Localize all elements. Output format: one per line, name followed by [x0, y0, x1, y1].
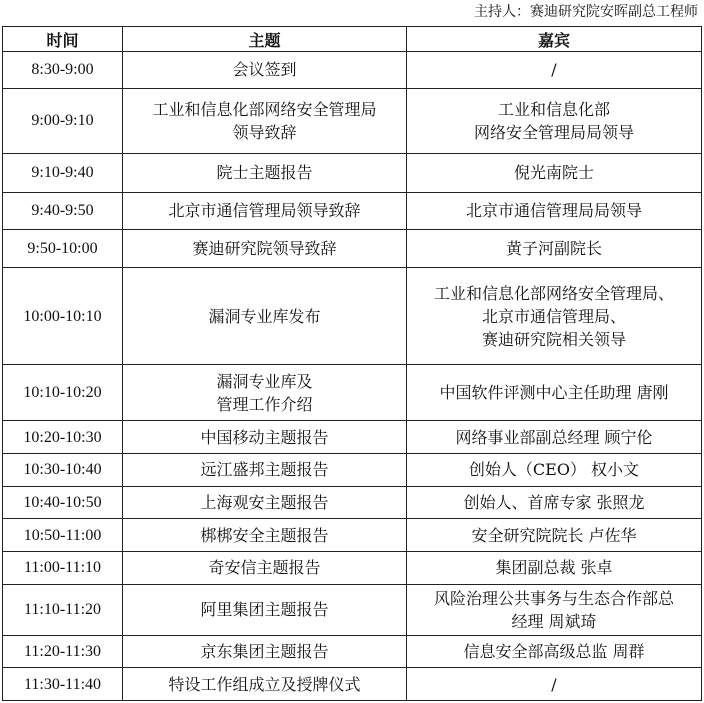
guest-cell: [407, 229, 702, 268]
guest-cell: [407, 519, 702, 552]
topic-line: 梆梆安全主题报告: [200, 525, 329, 545]
topic-line: 京东集团主题报告: [200, 641, 329, 661]
table-row: [3, 551, 702, 584]
table-row: [3, 584, 702, 635]
guest-cell: [407, 154, 702, 193]
guest-line: 黄子河副院长: [505, 238, 602, 258]
topic-line: 工业和信息化部网络安全管理局: [152, 99, 377, 119]
guest-line: 安全研究院院长 卢佐华: [471, 525, 637, 545]
time-cell: 11:10-11:20: [3, 584, 123, 635]
table-row: [3, 365, 702, 421]
topic-cell: [123, 486, 407, 519]
guest-cell: [407, 584, 702, 635]
guest-line: 网络安全管理局局领导: [473, 122, 634, 142]
guest-cell: [407, 268, 702, 365]
table-row: [3, 154, 702, 193]
table-row: [3, 192, 702, 229]
table-row: [3, 229, 702, 268]
table-row: [3, 268, 702, 365]
topic-line: 上海观安主题报告: [200, 492, 329, 512]
table-row: [3, 635, 702, 668]
topic-line: 阿里集团主题报告: [200, 600, 329, 620]
guest-line: 北京市通信管理局局领导: [465, 201, 642, 221]
guest-cell: [407, 88, 702, 153]
guest-line: 经理 周斌琦: [511, 611, 597, 631]
time-cell: 8:30-9:00: [3, 52, 123, 89]
time-cell: 10:00-10:10: [3, 268, 123, 365]
time-cell: 10:30-10:40: [3, 453, 123, 486]
table-row: [3, 486, 702, 519]
topic-line: 特设工作组成立及授牌仪式: [168, 674, 361, 694]
table-row: [3, 519, 702, 552]
guest-line: 中国软件评测中心主任助理 唐刚: [439, 383, 669, 403]
time-cell: 11:00-11:10: [3, 551, 123, 584]
guest-cell: [407, 551, 702, 584]
topic-line: 奇安信主题报告: [208, 558, 321, 578]
guest-line: 网络事业部副总经理 顾宁伦: [455, 427, 653, 447]
table-row: [3, 668, 702, 701]
topic-cell: [123, 268, 407, 365]
guest-cell: [407, 52, 702, 89]
topic-cell: [123, 229, 407, 268]
header-topic: 主题: [123, 27, 407, 52]
guest-line: 创始人（CEO） 权小文: [468, 460, 640, 480]
topic-cell: [123, 668, 407, 701]
table-row: [3, 52, 702, 89]
topic-cell: [123, 453, 407, 486]
guest-line: /: [551, 60, 557, 80]
guest-line: 集团副总裁 张卓: [495, 558, 613, 578]
host-line: 主持人：赛迪研究院安晖副总工程师: [474, 4, 698, 20]
topic-line: 会议签到: [232, 60, 297, 80]
topic-cell: [123, 88, 407, 153]
guest-line: 工业和信息化部网络安全管理局、: [433, 283, 674, 303]
agenda-table: [2, 26, 702, 701]
guest-cell: [407, 365, 702, 421]
table-row: [3, 453, 702, 486]
topic-cell: [123, 584, 407, 635]
topic-line: 领导致辞: [232, 122, 297, 142]
topic-line: 漏洞专业库发布: [208, 306, 321, 326]
topic-cell: [123, 421, 407, 454]
guest-cell: [407, 453, 702, 486]
topic-line: 北京市通信管理局领导致辞: [168, 201, 361, 221]
guest-line: 北京市通信管理局、: [481, 306, 626, 326]
time-cell: 9:10-9:40: [3, 154, 123, 193]
guest-cell: [407, 421, 702, 454]
time-cell: 10:10-10:20: [3, 365, 123, 421]
time-cell: 9:00-9:10: [3, 88, 123, 153]
guest-line: /: [551, 674, 557, 694]
topic-line: 漏洞专业库及: [216, 371, 313, 391]
time-cell: 10:20-10:30: [3, 421, 123, 454]
table-row: [3, 88, 702, 153]
topic-cell: [123, 519, 407, 552]
guest-cell: [407, 486, 702, 519]
time-cell: 11:20-11:30: [3, 635, 123, 668]
topic-cell: [123, 551, 407, 584]
header-row: [3, 27, 702, 52]
topic-cell: [123, 52, 407, 89]
topic-cell: [123, 365, 407, 421]
table-row: [3, 421, 702, 454]
agenda-body: [3, 52, 702, 701]
guest-cell: [407, 668, 702, 701]
topic-cell: [123, 154, 407, 193]
topic-cell: [123, 192, 407, 229]
guest-line: 信息安全部高级总监 周群: [463, 641, 645, 661]
guest-cell: [407, 192, 702, 229]
header-guest: 嘉宾: [407, 27, 702, 52]
guest-cell: [407, 635, 702, 668]
time-cell: 9:40-9:50: [3, 192, 123, 229]
topic-line: 院士主题报告: [216, 163, 313, 183]
topic-line: 赛迪研究院领导致辞: [192, 238, 337, 258]
time-cell: 9:50-10:00: [3, 229, 123, 268]
guest-line: 倪光南院士: [513, 163, 594, 183]
time-cell: 10:40-10:50: [3, 486, 123, 519]
topic-line: 管理工作介绍: [216, 394, 313, 414]
guest-line: 工业和信息化部: [497, 99, 610, 119]
time-cell: 10:50-11:00: [3, 519, 123, 552]
time-cell: 11:30-11:40: [3, 668, 123, 701]
topic-line: 远江盛邦主题报告: [200, 460, 329, 480]
topic-cell: [123, 635, 407, 668]
guest-line: 赛迪研究院相关领导: [481, 329, 626, 349]
guest-line: 风险治理公共事务与生态合作部总: [433, 588, 674, 608]
guest-line: 创始人、首席专家 张照龙: [463, 492, 645, 512]
topic-line: 中国移动主题报告: [200, 427, 329, 447]
header-time: 时间: [3, 27, 123, 52]
